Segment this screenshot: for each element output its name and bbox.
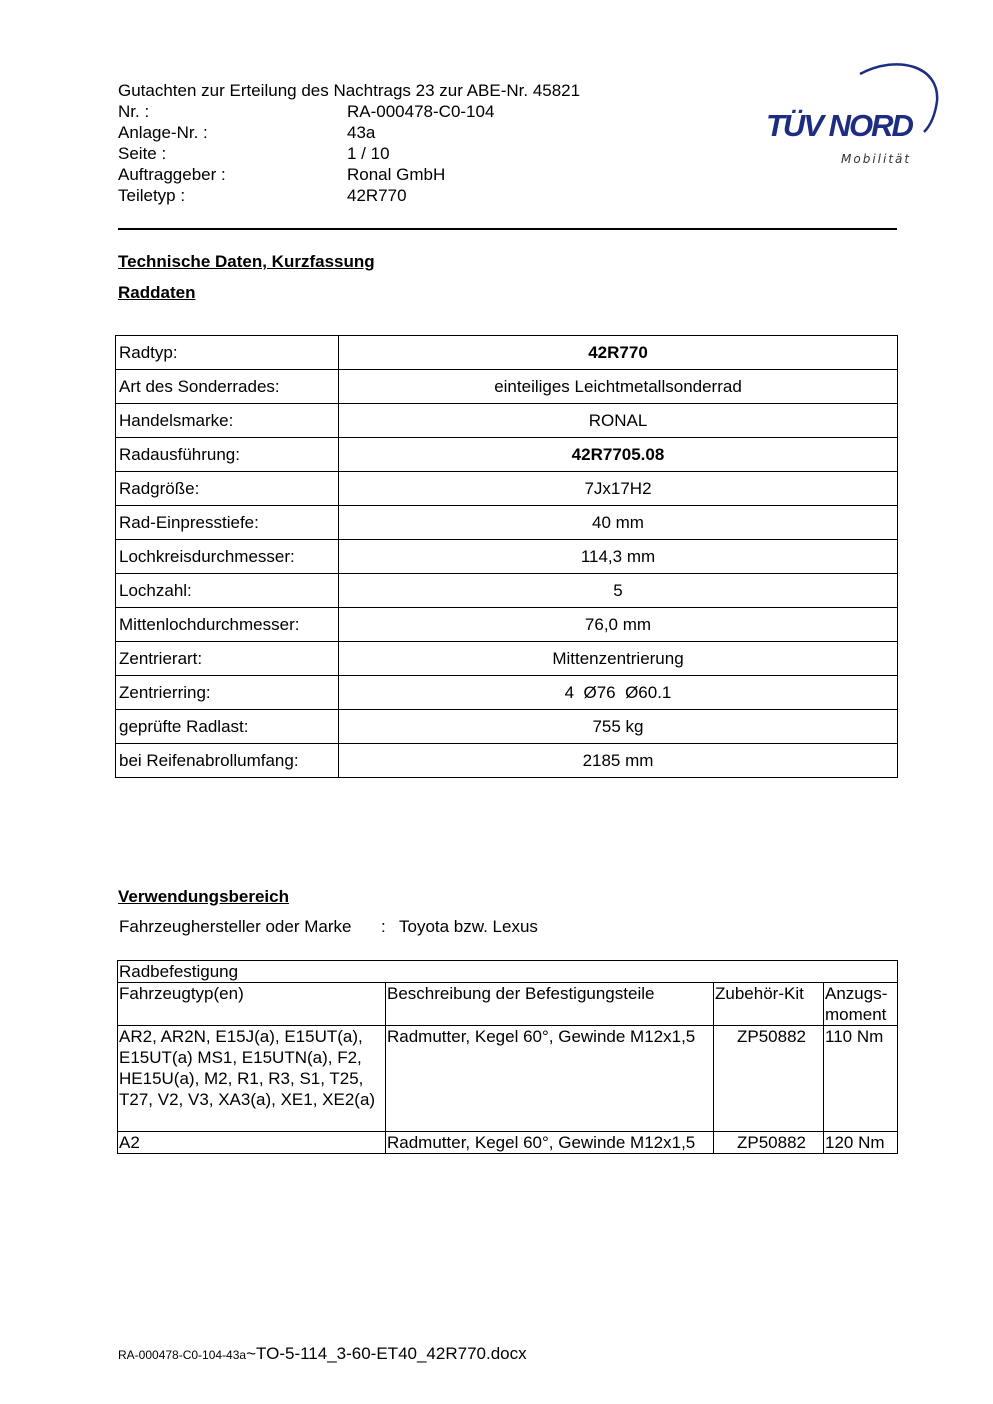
cell-typ: A2 xyxy=(118,1132,386,1154)
row-value: 76,0 mm xyxy=(339,608,898,642)
verwendung-heading: Verwendungsbereich xyxy=(118,887,289,906)
cell-typ: AR2, AR2N, E15J(a), E15UT(a), E15UT(a) MS1, E15UTN(a), F2, HE15U(a), M2, R1, R3, S1, T25, T27, V2, V3, XA3(a), XE1, XE2(a) xyxy=(118,1026,386,1132)
row-label: Rad-Einpresstiefe: xyxy=(116,506,339,540)
header-row xyxy=(118,143,678,164)
row-label: geprüfte Radlast: xyxy=(116,710,339,744)
row-label: Mittenlochdurchmesser: xyxy=(116,608,339,642)
header-value: 42R770 xyxy=(347,186,407,205)
cell-beschreibung: Radmutter, Kegel 60°, Gewinde M12x1,5 xyxy=(386,1132,714,1154)
fahrzeug-separator: : xyxy=(381,917,386,936)
befestigung-title: Radbefestigung xyxy=(118,961,898,983)
row-label: Lochzahl: xyxy=(116,574,339,608)
row-label: Zentrierring: xyxy=(116,676,339,710)
table-row xyxy=(116,506,898,540)
row-label: Radgröße: xyxy=(116,472,339,506)
table-row xyxy=(116,404,898,438)
table-header-row xyxy=(118,983,898,1026)
row-value: 114,3 mm xyxy=(339,540,898,574)
header-value: RA-000478-C0-104 xyxy=(347,102,495,121)
header-value: Ronal GmbH xyxy=(347,165,446,184)
table-title-row xyxy=(118,961,898,983)
column-header: Fahrzeugtyp(en) xyxy=(118,983,386,1026)
table-row xyxy=(116,642,898,676)
row-value: einteiliges Leichtmetallsonderrad xyxy=(339,370,898,404)
table-row xyxy=(116,540,898,574)
cell-kit: ZP50882 xyxy=(714,1026,824,1132)
table-row xyxy=(116,710,898,744)
header-row xyxy=(118,164,678,185)
column-header: Anzugs- moment xyxy=(824,983,898,1026)
document-title: Gutachten zur Erteilung des Nachtrags 23 zur ABE-Nr. 45821 xyxy=(118,81,581,100)
header-block xyxy=(118,80,678,206)
row-value: 42R770 xyxy=(339,336,898,370)
row-label: Zentrierart: xyxy=(116,642,339,676)
table-row xyxy=(116,472,898,506)
table-row xyxy=(116,336,898,370)
tech-heading: Technische Daten, Kurzfassung xyxy=(118,252,375,271)
fahrzeug-line xyxy=(119,917,538,937)
table-row xyxy=(116,438,898,472)
footer xyxy=(118,1344,527,1364)
cell-beschreibung: Radmutter, Kegel 60°, Gewinde M12x1,5 xyxy=(386,1026,714,1132)
table-row xyxy=(118,1132,898,1154)
header-value: 43a xyxy=(347,123,376,142)
fahrzeug-label: Fahrzeughersteller oder Marke xyxy=(119,917,352,936)
table-row xyxy=(116,370,898,404)
table-row xyxy=(116,574,898,608)
row-value: 42R7705.08 xyxy=(339,438,898,472)
row-value: 5 xyxy=(339,574,898,608)
header-label: Nr. : xyxy=(118,102,150,121)
table-row xyxy=(116,608,898,642)
header-divider xyxy=(118,228,897,230)
row-value: 40 mm xyxy=(339,506,898,540)
header-label: Teiletyp : xyxy=(118,186,186,205)
row-value: Mittenzentrierung xyxy=(339,642,898,676)
befestigung-table xyxy=(117,960,898,1154)
column-header: Beschreibung der Befestigungsteile xyxy=(386,983,714,1026)
header-row xyxy=(118,101,678,122)
table-row xyxy=(118,1026,898,1132)
header-label: Seite : xyxy=(118,144,167,163)
fahrzeug-value: Toyota bzw. Lexus xyxy=(399,917,538,936)
logo-subtitle: Mobilität xyxy=(841,152,912,166)
row-label: Art des Sonderrades: xyxy=(116,370,339,404)
tuv-nord-logo xyxy=(762,56,942,176)
raddaten-table xyxy=(115,335,898,778)
cell-moment: 110 Nm xyxy=(824,1026,898,1132)
row-value: 4 Ø76 Ø60.1 xyxy=(339,676,898,710)
row-label: bei Reifenabrollumfang: xyxy=(116,744,339,778)
row-label: Radausführung: xyxy=(116,438,339,472)
table-row xyxy=(116,744,898,778)
row-value: RONAL xyxy=(339,404,898,438)
header-label: Auftraggeber : xyxy=(118,165,226,184)
header-row xyxy=(118,122,678,143)
table-row xyxy=(116,676,898,710)
cell-moment: 120 Nm xyxy=(824,1132,898,1154)
row-label: Lochkreisdurchmesser: xyxy=(116,540,339,574)
header-value: 1 / 10 xyxy=(347,144,390,163)
row-label: Radtyp: xyxy=(116,336,339,370)
footer-prefix: RA-000478-C0-104-43a xyxy=(118,1348,247,1362)
header-row xyxy=(118,185,678,206)
row-value: 2185 mm xyxy=(339,744,898,778)
raddaten-heading: Raddaten xyxy=(118,283,196,302)
header-label: Anlage-Nr. : xyxy=(118,123,208,142)
footer-filename: ~TO-5-114_3-60-ET40_42R770.docx xyxy=(246,1344,527,1363)
row-value: 7Jx17H2 xyxy=(339,472,898,506)
row-value: 755 kg xyxy=(339,710,898,744)
row-label: Handelsmarke: xyxy=(116,404,339,438)
cell-kit: ZP50882 xyxy=(714,1132,824,1154)
column-header: Zubehör-Kit xyxy=(714,983,824,1026)
logo-wordmark: TÜV NORD xyxy=(766,108,912,143)
